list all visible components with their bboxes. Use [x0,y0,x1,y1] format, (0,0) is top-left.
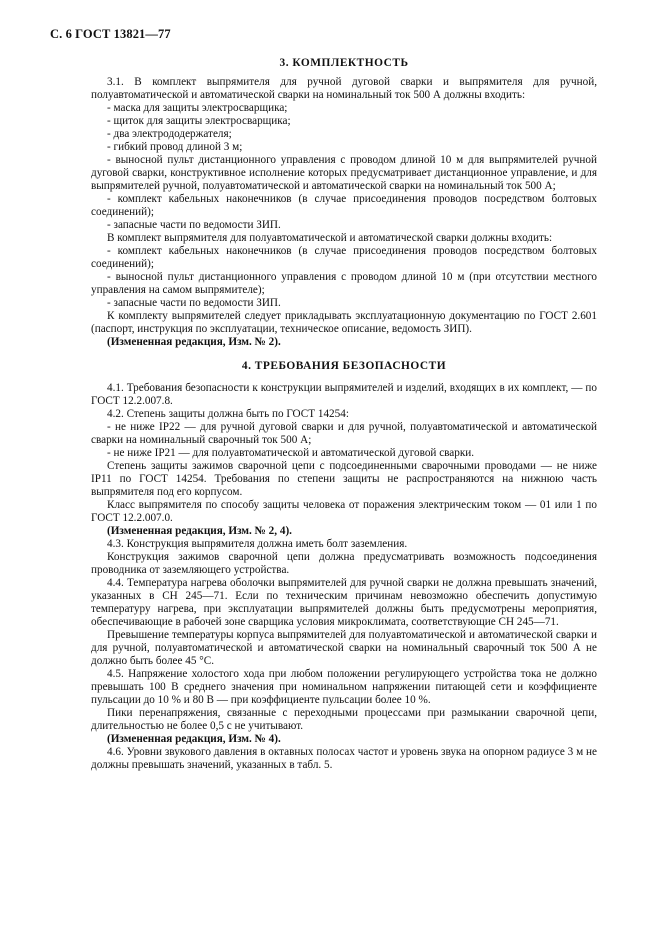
paragraph: 3.1. В комплект выпрямителя для ручной дуговой сварки и выпрямителя для ручной, полуавтоматической и автоматической сварки на номинальный ток 500 А должны входить: [91,76,597,101]
paragraph: - комплект кабельных наконечников (в случае присоединения проводов посредством болтовых соединений); [91,193,597,218]
section-4-amendment-note-2: (Измененная редакция, Изм. № 4). [107,733,281,745]
section-3-body [91,76,597,336]
paragraph: В комплект выпрямителя для полуавтоматической и автоматической сварки должны входить: [107,232,553,244]
paragraph: - не ниже IP22 — для ручной дуговой сварки и для ручной, полуавтоматической и автоматической сварки на номинальный сварочный ток 500 А; [91,421,597,446]
paragraph: Конструкция зажимов сварочной цепи должна предусматривать возможность подсоединения проводника от заземляющего устройства. [91,551,597,576]
section-4-title: 4. ТРЕБОВАНИЯ БЕЗОПАСНОСТИ [241,360,447,372]
paragraph: 4.6. Уровни звукового давления в октавных полосах частот и уровень звука на опорном радиусе 3 м не должны превышать значений, указанных в табл. 5. [91,746,597,771]
paragraph: Степень защиты зажимов сварочной цепи с подсоединенными сварочными проводами — не ниже IP11 по ГОСТ 14254. Требования по степени защиты не распространяются на нижнюю часть выпрямителя под его корпусом. [91,460,597,498]
paragraph: - гибкий провод длиной 3 м; [107,141,243,153]
paragraph: 4.3. Конструкция выпрямителя должна иметь болт заземления. [107,538,408,550]
paragraph: 4.2. Степень защиты должна быть по ГОСТ 14254: [107,408,349,420]
paragraph: 4.1. Требования безопасности к конструкции выпрямителей и изделий, входящих в их комплект, — по ГОСТ 12.2.007.8. [91,382,597,407]
page-header: С. 6 ГОСТ 13821—77 [50,27,171,41]
paragraph: - выносной пульт дистанционного управления с проводом длиной 10 м (при отсутствии местного управления на самом выпрямителе); [91,271,597,296]
paragraph: Превышение температуры корпуса выпрямителей для полуавтоматической и автоматической сварки и для ручной, полуавтоматической и автоматической сварки на номинальный сварочный ток 500 А не должно быть более 45 °С. [91,629,597,667]
section-4-amendment-note-1: (Измененная редакция, Изм. № 2, 4). [107,525,292,537]
paragraph: Пики перенапряжения, связанные с переходными процессами при размыкании сварочной цепи, длительностью не более 0,5 с не учитывают. [91,707,597,732]
paragraph: - маска для защиты электросварщика; [107,102,288,114]
section-4-body-part-3 [91,746,597,772]
paragraph: - запасные части по ведомости ЗИП. [107,219,281,231]
paragraph: - запасные части по ведомости ЗИП. [107,297,281,309]
paragraph: - выносной пульт дистанционного управления с проводом длиной 10 м для выпрямителей ручной дуговой сварки, конструктивное исполнение которых предусматривает дистанционное управление, и для выпрямителей ручной, полуавтоматической и автоматической сварки на номинальный ток 500 А; [91,154,597,192]
document-body [91,55,597,772]
paragraph: 4.4. Температура нагрева оболочки выпрямителей для ручной сварки не должна превышать значений, указанных в СН 245—71. Если по техническим причинам невозможно обеспечить допустимую температуру нагрева, при эксплуатации выпрямителей должны быть предусмотрены мероприятия, обеспечивающие в рабочей зоне сварщика условия микроклимата, соответствующие СН 245—71. [91,577,597,628]
paragraph: 4.5. Напряжение холостого хода при любом положении регулирующего устройства тока не должно превышать 100 В среднего значения при номинальном напряжении питающей сети и коэффициенте пульсации до 10 % и 80 В — при коэффициенте пульсации более 10 %. [91,668,597,706]
paragraph: К комплекту выпрямителей следует прикладывать эксплуатационную документацию по ГОСТ 2.601 (паспорт, инструкция по эксплуатации, техническое описание, ведомость ЗИП). [91,310,597,335]
paragraph: Класс выпрямителя по способу защиты человека от поражения электрическим током — 01 или 1 по ГОСТ 12.2.007.0. [91,499,597,524]
section-3-amendment-note: (Измененная редакция, Изм. № 2). [107,336,281,348]
paragraph: - щиток для защиты электросварщика; [107,115,291,127]
paragraph: - комплект кабельных наконечников (в случае присоединения проводов посредством болтовых соединений); [91,245,597,270]
section-3-title: 3. КОМПЛЕКТНОСТЬ [279,57,409,69]
paragraph: - два электрододержателя; [107,128,232,140]
section-4-body-part-1 [91,382,597,525]
section-4-body-part-2 [91,538,597,733]
paragraph: - не ниже IP21 — для полуавтоматической и автоматической дуговой сварки. [107,447,475,459]
